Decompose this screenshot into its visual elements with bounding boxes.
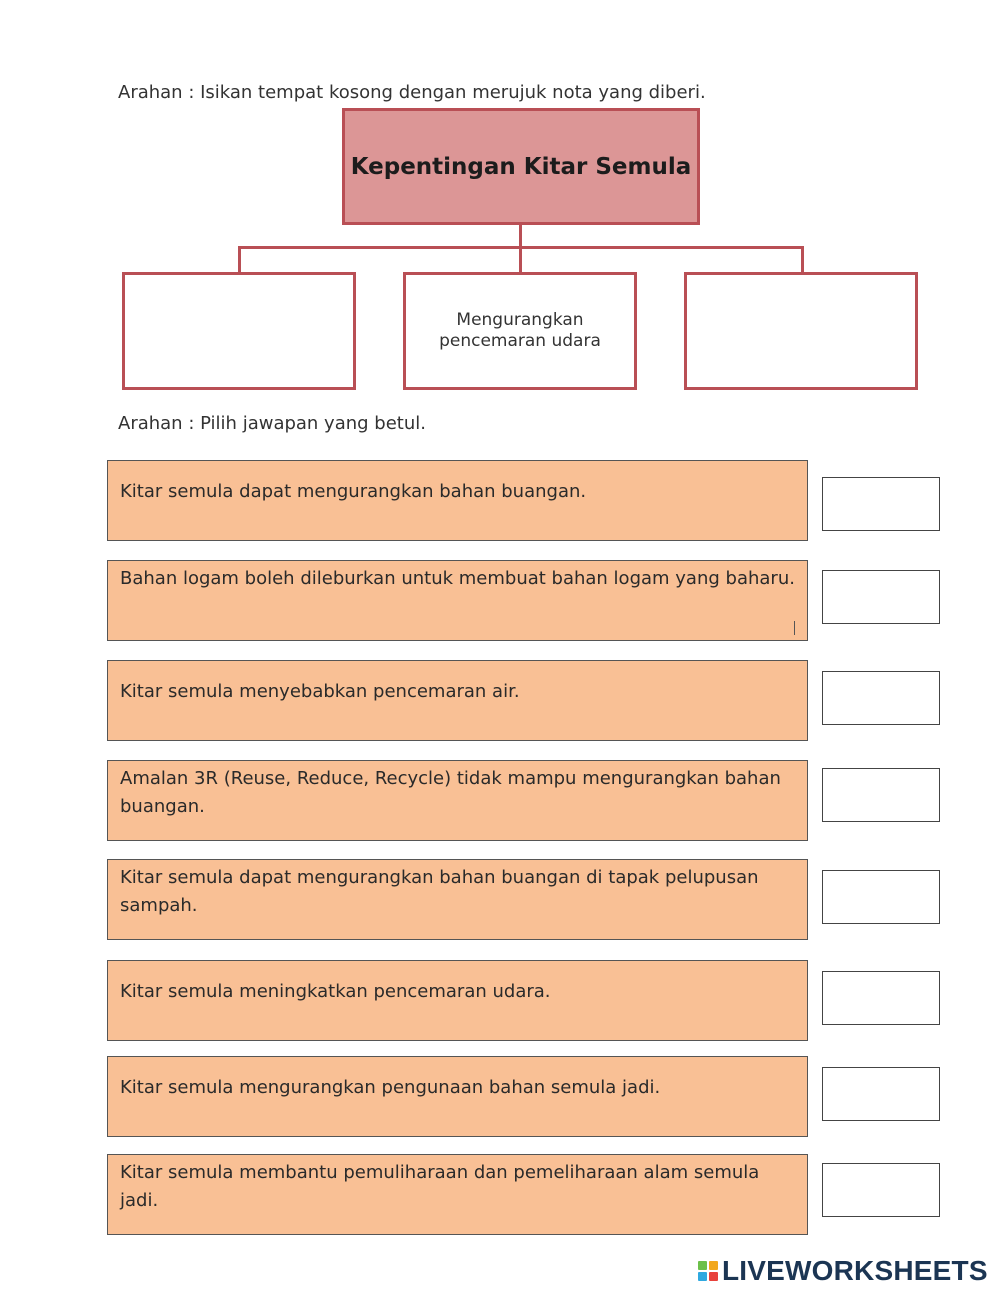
- statement-text: Amalan 3R (Reuse, Reduce, Recycle) tidak mampu mengurangkan bahan buangan.: [120, 768, 781, 817]
- diagram-blank-box-right[interactable]: [684, 272, 918, 390]
- connector-bar: [238, 246, 804, 249]
- statement-box: [107, 460, 808, 541]
- answer-box[interactable]: [822, 870, 940, 924]
- diagram-box-center: [403, 272, 637, 390]
- logo-text: LIVEWORKSHEETS: [722, 1255, 988, 1286]
- statement-box: [107, 760, 808, 841]
- text-cursor: [794, 621, 795, 635]
- statement-text: Kitar semula meningkatkan pencemaran udara.: [120, 981, 551, 1002]
- statement-text: Kitar semula dapat mengurangkan bahan buangan di tapak pelupusan sampah.: [120, 867, 759, 916]
- logo-blocks-icon: [698, 1261, 718, 1281]
- statement-text: Kitar semula mengurangkan pengunaan bahan semula jadi.: [120, 1077, 661, 1098]
- statement-text: Kitar semula dapat mengurangkan bahan buangan.: [120, 481, 587, 502]
- statement-box: [107, 560, 808, 641]
- instruction-fill-blanks: Arahan : Isikan tempat kosong dengan merujuk nota yang diberi.: [118, 82, 706, 103]
- connector-trunk: [519, 225, 522, 273]
- answer-box[interactable]: [822, 671, 940, 725]
- answer-box[interactable]: [822, 477, 940, 531]
- statement-box: [107, 960, 808, 1041]
- statement-text: Kitar semula membantu pemuliharaan dan pemeliharaan alam semula jadi.: [120, 1162, 760, 1211]
- statement-box: [107, 1154, 808, 1235]
- answer-box[interactable]: [822, 1163, 940, 1217]
- answer-box[interactable]: [822, 971, 940, 1025]
- statement-text: Kitar semula menyebabkan pencemaran air.: [120, 681, 520, 702]
- statement-box: [107, 660, 808, 741]
- instruction-choose-answer: Arahan : Pilih jawapan yang betul.: [118, 413, 426, 434]
- diagram-title: Kepentingan Kitar Semula: [350, 153, 692, 180]
- connector-right: [801, 246, 804, 273]
- diagram-title-box: [342, 108, 700, 225]
- connector-left: [238, 246, 241, 273]
- statement-box: [107, 859, 808, 940]
- diagram-blank-box-left[interactable]: [122, 272, 356, 390]
- answer-box[interactable]: [822, 1067, 940, 1121]
- answer-box[interactable]: [822, 570, 940, 624]
- diagram-box-text: Mengurangkan pencemaran udara: [439, 310, 601, 351]
- answer-box[interactable]: [822, 768, 940, 822]
- statement-box: [107, 1056, 808, 1137]
- liveworksheets-logo[interactable]: [698, 1254, 988, 1288]
- statement-text: Bahan logam boleh dileburkan untuk membuat bahan logam yang baharu.: [120, 568, 795, 589]
